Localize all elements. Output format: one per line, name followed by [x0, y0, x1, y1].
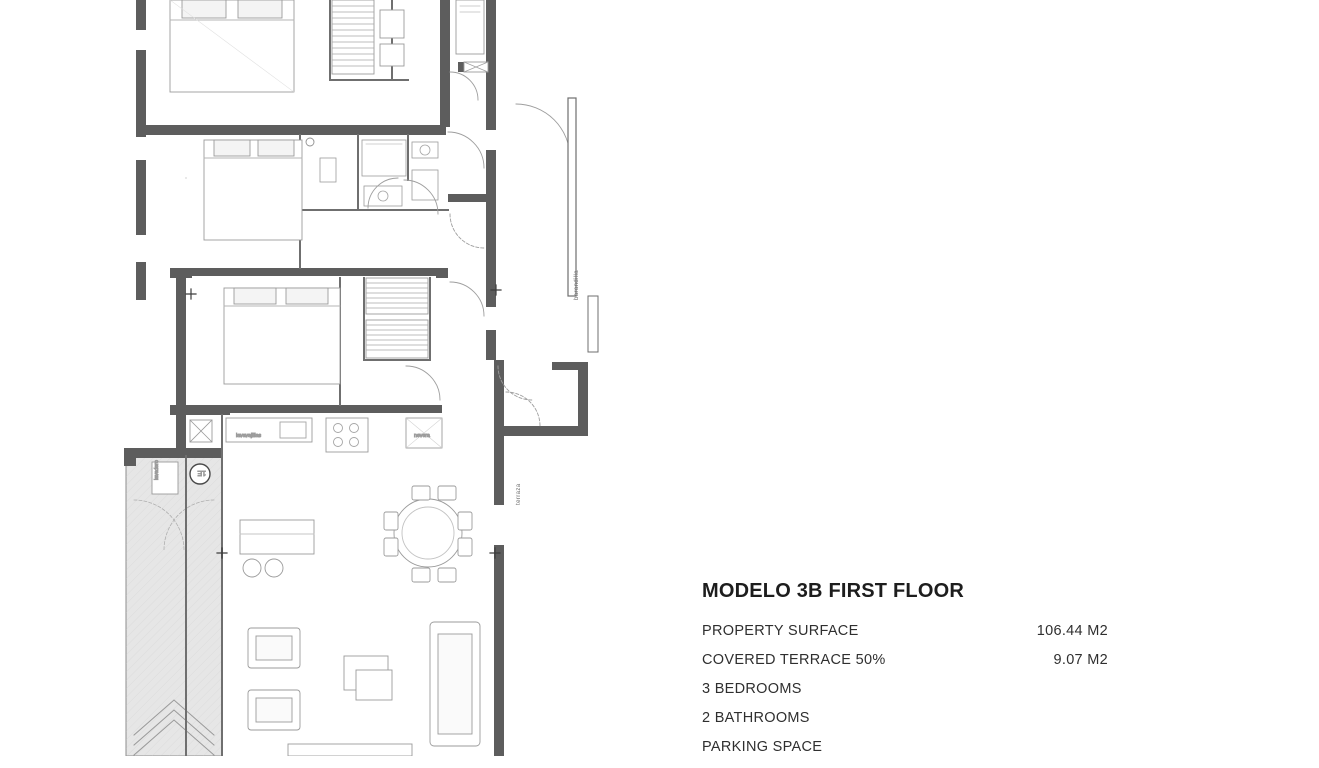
- legend-label-parking-space: PARKING SPACE: [702, 739, 823, 755]
- legend-row-bathrooms: [702, 710, 1108, 726]
- legend-row-property-surface: [702, 623, 1108, 639]
- terrace-right: [516, 483, 522, 505]
- label-fridge: nevera: [414, 433, 430, 439]
- legend-row-covered-terrace: [702, 652, 1108, 668]
- terrace-area: [126, 455, 222, 756]
- bathroom-upper: [320, 140, 438, 206]
- label-railing: barandilla: [574, 269, 580, 300]
- legend-row-bedrooms: [702, 681, 1108, 697]
- label-level-marker: 1E: [197, 469, 206, 476]
- legend-panel: [702, 580, 1122, 768]
- label-dishwasher: lavavajillas: [236, 433, 262, 439]
- railing: [568, 98, 598, 352]
- legend-row-parking-space: [702, 739, 1108, 755]
- legend-label-bathrooms: 2 BATHROOMS: [702, 710, 810, 726]
- legend-label-property-surface: PROPERTY SURFACE: [702, 623, 859, 639]
- label-laundry: lavadero: [154, 460, 160, 480]
- legend-label-covered-terrace: COVERED TERRACE 50%: [702, 652, 886, 668]
- legend-value-covered-terrace: 9.07 M2: [1053, 652, 1108, 668]
- page-title: MODELO 3B FIRST FLOOR: [702, 580, 964, 602]
- bedroom-main: [224, 278, 428, 384]
- living-dining: [240, 486, 480, 756]
- legend-label-bedrooms: 3 BEDROOMS: [702, 681, 802, 697]
- bedroom-middle-upper: [204, 138, 314, 240]
- legend-value-property-surface: 106.44 M2: [1036, 623, 1108, 639]
- label-terrace: terraza: [516, 483, 522, 505]
